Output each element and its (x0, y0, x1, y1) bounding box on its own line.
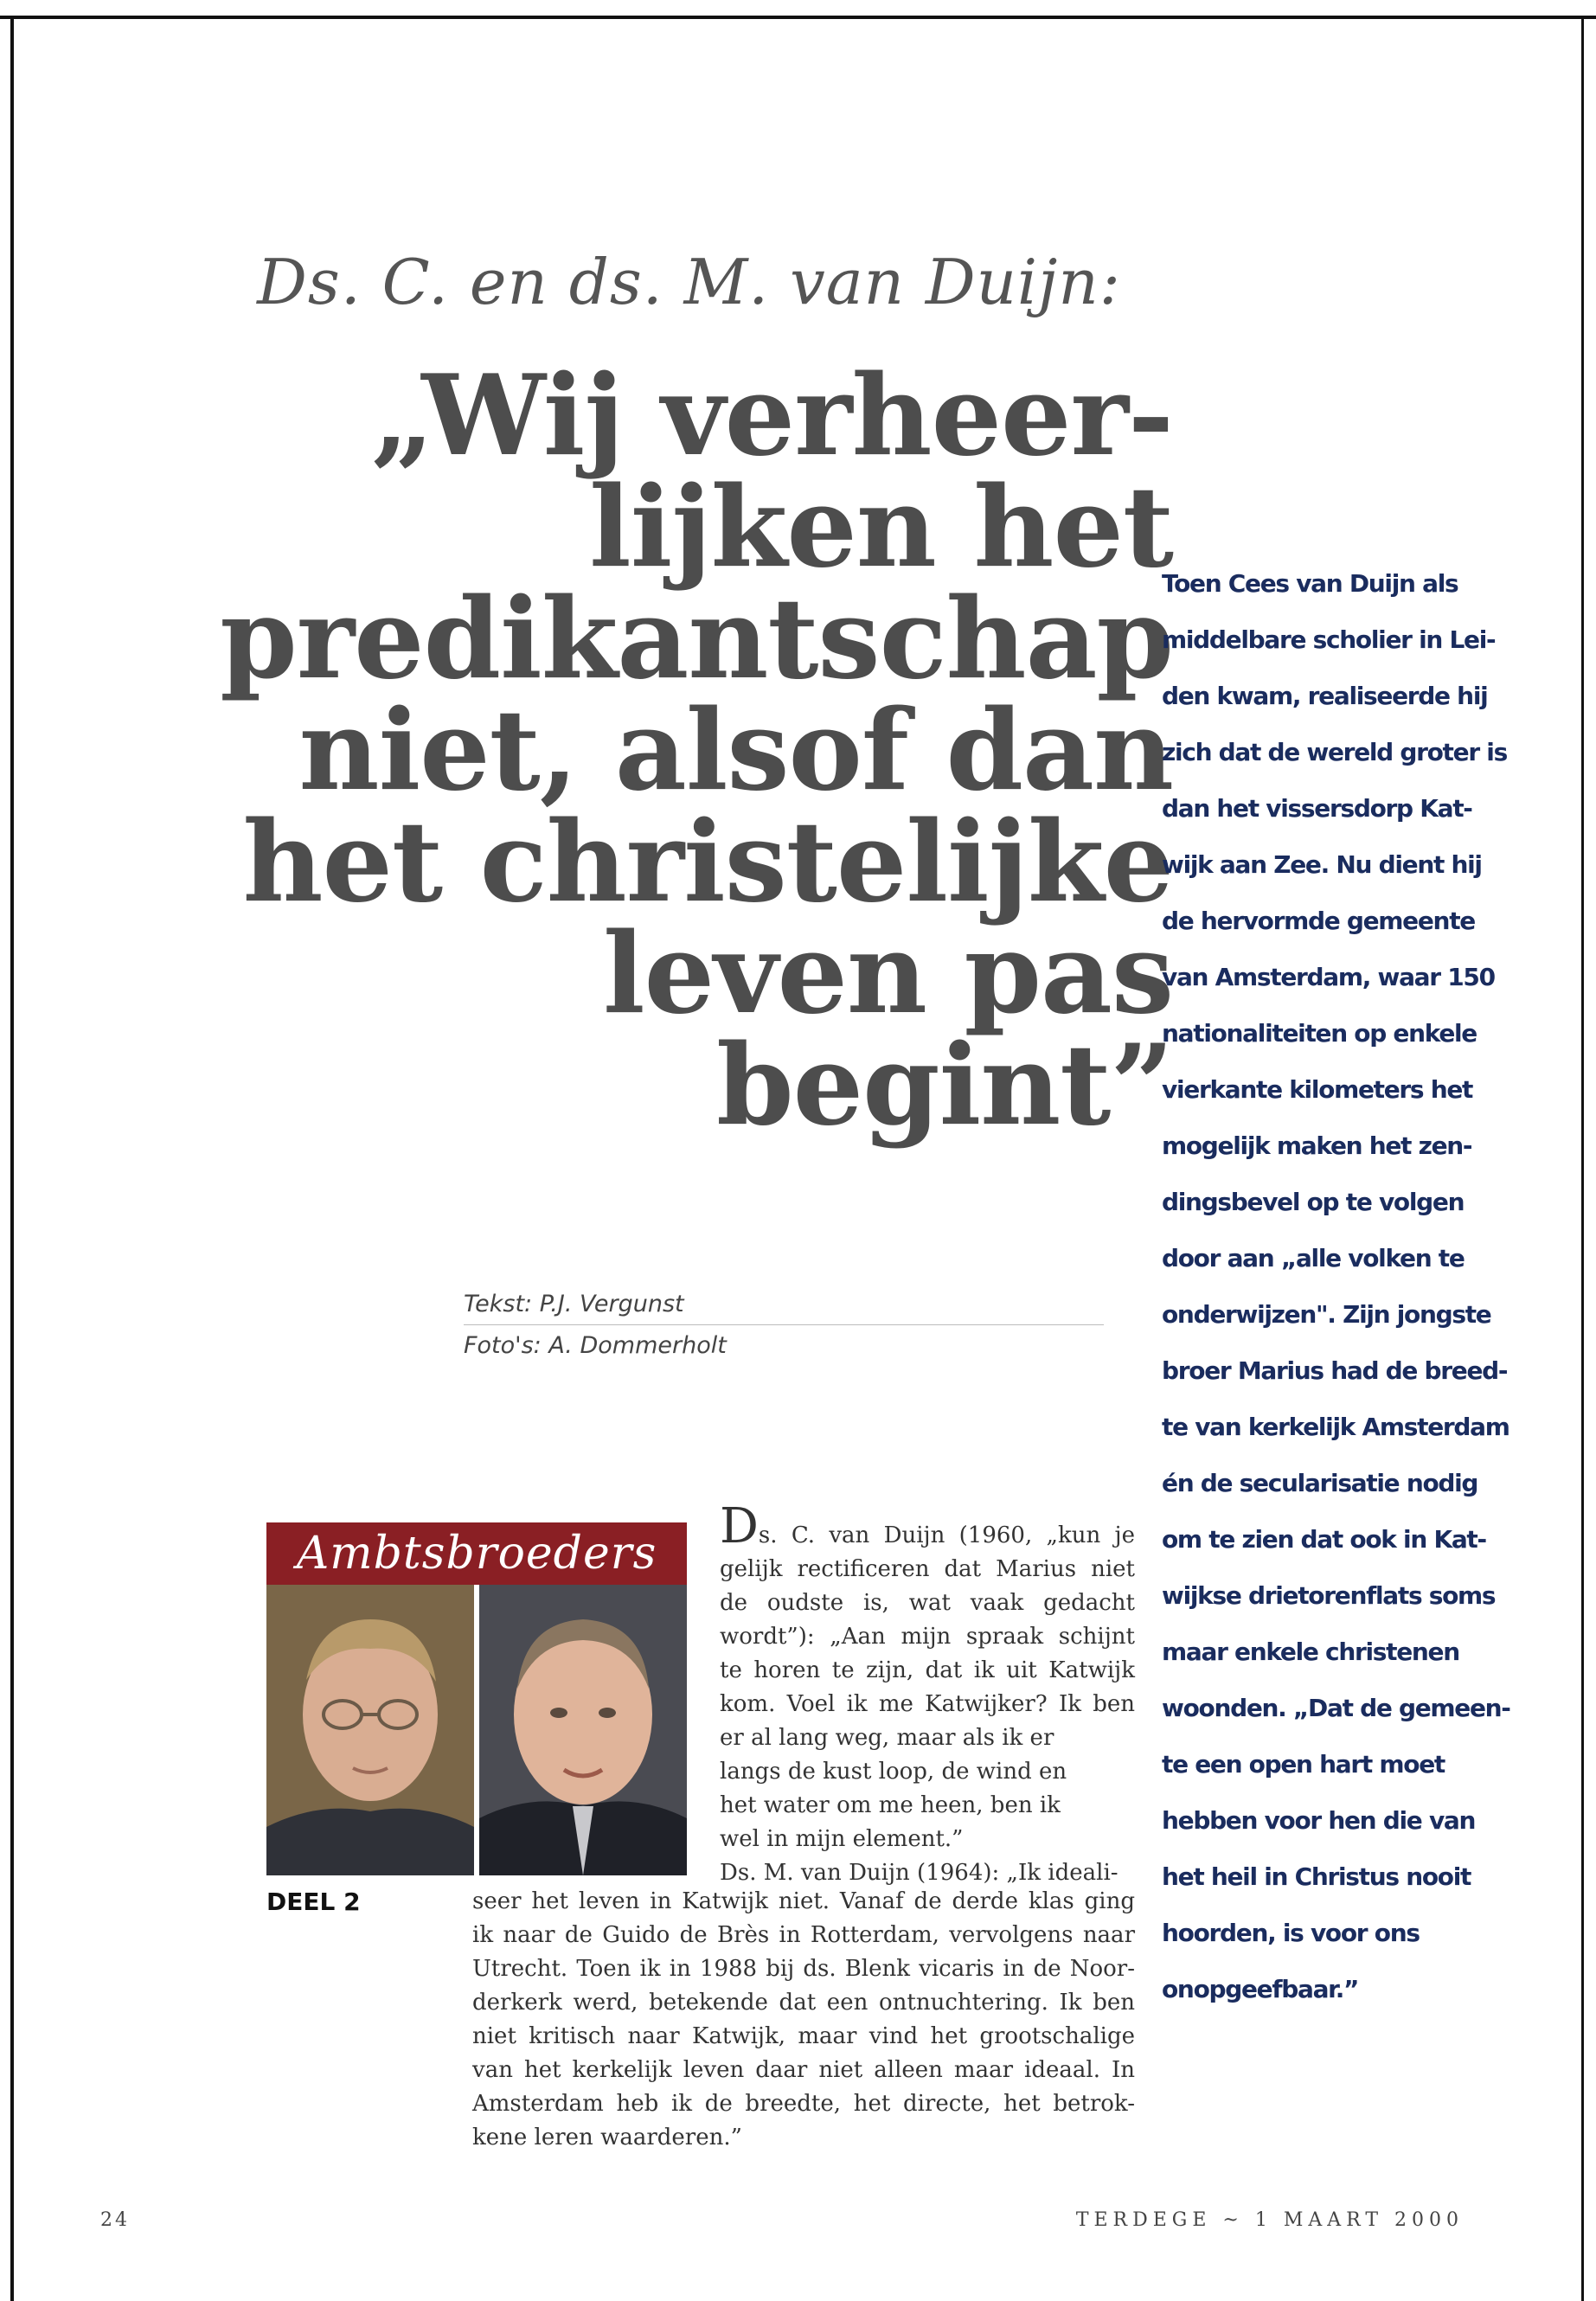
sidebar-line: hebben voor hen die van (1162, 1806, 1476, 1835)
body-line: wordt”): „Aan mijn spraak schijnt (720, 1624, 1135, 1650)
sidebar-line: maar enkele christenen (1162, 1638, 1459, 1666)
portrait-photos (266, 1585, 687, 1875)
magazine-page (14, 19, 1581, 2284)
sidebar-line: zich dat de wereld groter is (1162, 738, 1507, 766)
body-line: wel in mijn element.” (720, 1826, 964, 1852)
sidebar-line: Toen Cees van Duijn als (1162, 569, 1458, 598)
sidebar-line: door aan „alle volken te (1162, 1244, 1465, 1272)
sidebar-line: wijkse drietorenflats soms (1162, 1581, 1496, 1610)
body-line: van het kerkelijk leven daar niet alleen maar ideaal. In (472, 2057, 1135, 2083)
sidebar-line: hoorden, is voor ons (1162, 1919, 1420, 1947)
body-line: te horen te zijn, dat ik uit Katwijk (720, 1657, 1135, 1683)
credit-photos: Foto's: A. Dommerholt (464, 1332, 727, 1359)
body-line: de oudste is, wat vaak gedacht (720, 1590, 1135, 1616)
series-badge (266, 1522, 687, 1875)
portrait-photo-left (266, 1585, 474, 1875)
body-first-line (720, 1498, 1135, 1554)
magazine-footer: TERDEGE ~ 1 MAART 2000 (1075, 2209, 1464, 2231)
body-line: Ds. M. van Duijn (1964): „Ik ideali- (720, 1860, 1118, 1886)
portrait-illustration (266, 1585, 474, 1875)
body-line: niet kritisch naar Katwijk, maar vind het grootschalige (472, 2023, 1135, 2049)
body-column-narrow (720, 1498, 1135, 1890)
drop-cap: D (720, 1498, 759, 1554)
series-title: Ambtsbroeders (266, 1522, 687, 1585)
sidebar-line: onopgeefbaar.” (1162, 1975, 1359, 2003)
series-part-label: DEEL 2 (266, 1888, 361, 1916)
body-line: s. C. van Duijn (1960, „kun je (758, 1522, 1135, 1548)
page-number: 24 (100, 2209, 130, 2231)
headline-line: „Wij verheer- (370, 351, 1173, 481)
headline-line: het christelijke (242, 798, 1173, 927)
portrait-photo-right (479, 1585, 687, 1875)
body-line: er al lang weg, maar als ik er (720, 1725, 1054, 1751)
sidebar-line: te van kerkelijk Amsterdam (1162, 1413, 1509, 1441)
headline-line: lijken het (589, 463, 1173, 593)
sidebar-line: de hervormde gemeente (1162, 907, 1475, 935)
sidebar-line: én de secularisatie nodig (1162, 1469, 1478, 1497)
body-line: het water om me heen, ben ik (720, 1792, 1061, 1818)
article-credits (464, 1291, 1104, 1359)
body-line: kene leren waarderen.” (472, 2125, 742, 2150)
sidebar-line: het heil in Christus nooit (1162, 1862, 1471, 1891)
body-column-wide (472, 1885, 1135, 2155)
body-line: kom. Voel ik me Katwijker? Ik ben (720, 1691, 1135, 1717)
sidebar-line: van Amsterdam, waar 150 (1162, 963, 1495, 991)
body-line: derkerk werd, betekende dat een ontnuchtering. Ik ben (472, 1990, 1135, 2016)
headline-line: begint” (716, 1021, 1173, 1150)
headline-line: predikantschap (220, 574, 1173, 704)
body-line: gelijk rectificeren dat Marius niet (720, 1556, 1135, 1582)
sidebar-line: dan het vissersdorp Kat- (1162, 794, 1472, 823)
sidebar-intro (1162, 555, 1534, 2017)
sidebar-line: wijk aan Zee. Nu dient hij (1162, 850, 1482, 879)
article-headline (66, 351, 1173, 1150)
sidebar-line: mogelijk maken het zen- (1162, 1131, 1472, 1160)
sidebar-line: onderwijzen". Zijn jongste (1162, 1300, 1491, 1329)
sidebar-line: woonden. „Dat de gemeen- (1162, 1694, 1510, 1722)
sidebar-line: vierkante kilometers het (1162, 1075, 1473, 1104)
sidebar-line: broer Marius had de breed- (1162, 1356, 1508, 1385)
headline-line: niet, alsof dan (298, 686, 1173, 816)
portrait-illustration (479, 1585, 687, 1875)
body-line: langs de kust loop, de wind en (720, 1759, 1067, 1785)
article-subtitle: Ds. C. en ds. M. van Duijn: (257, 246, 1121, 318)
body-line: seer het leven in Katwijk niet. Vanaf de derde klas ging (472, 1888, 1135, 1914)
sidebar-line: te een open hart moet (1162, 1750, 1445, 1779)
sidebar-line: middelbare scholier in Lei- (1162, 625, 1496, 654)
sidebar-line: den kwam, realiseerde hij (1162, 682, 1488, 710)
credit-text: Tekst: P.J. Vergunst (464, 1291, 1104, 1325)
body-line: Utrecht. Toen ik in 1988 bij ds. Blenk vicaris in de Noor- (472, 1956, 1135, 1982)
body-line: Amsterdam heb ik de breedte, het directe, het betrok- (472, 2091, 1135, 2117)
body-line: ik naar de Guido de Brès in Rotterdam, vervolgens naar (472, 1922, 1135, 1948)
sidebar-line: om te zien dat ook in Kat- (1162, 1525, 1486, 1554)
headline-line: leven pas (603, 909, 1173, 1039)
sidebar-line: dingsbevel op te volgen (1162, 1188, 1465, 1216)
scan-border-right (1581, 16, 1584, 2301)
sidebar-line: nationaliteiten op enkele (1162, 1019, 1477, 1048)
